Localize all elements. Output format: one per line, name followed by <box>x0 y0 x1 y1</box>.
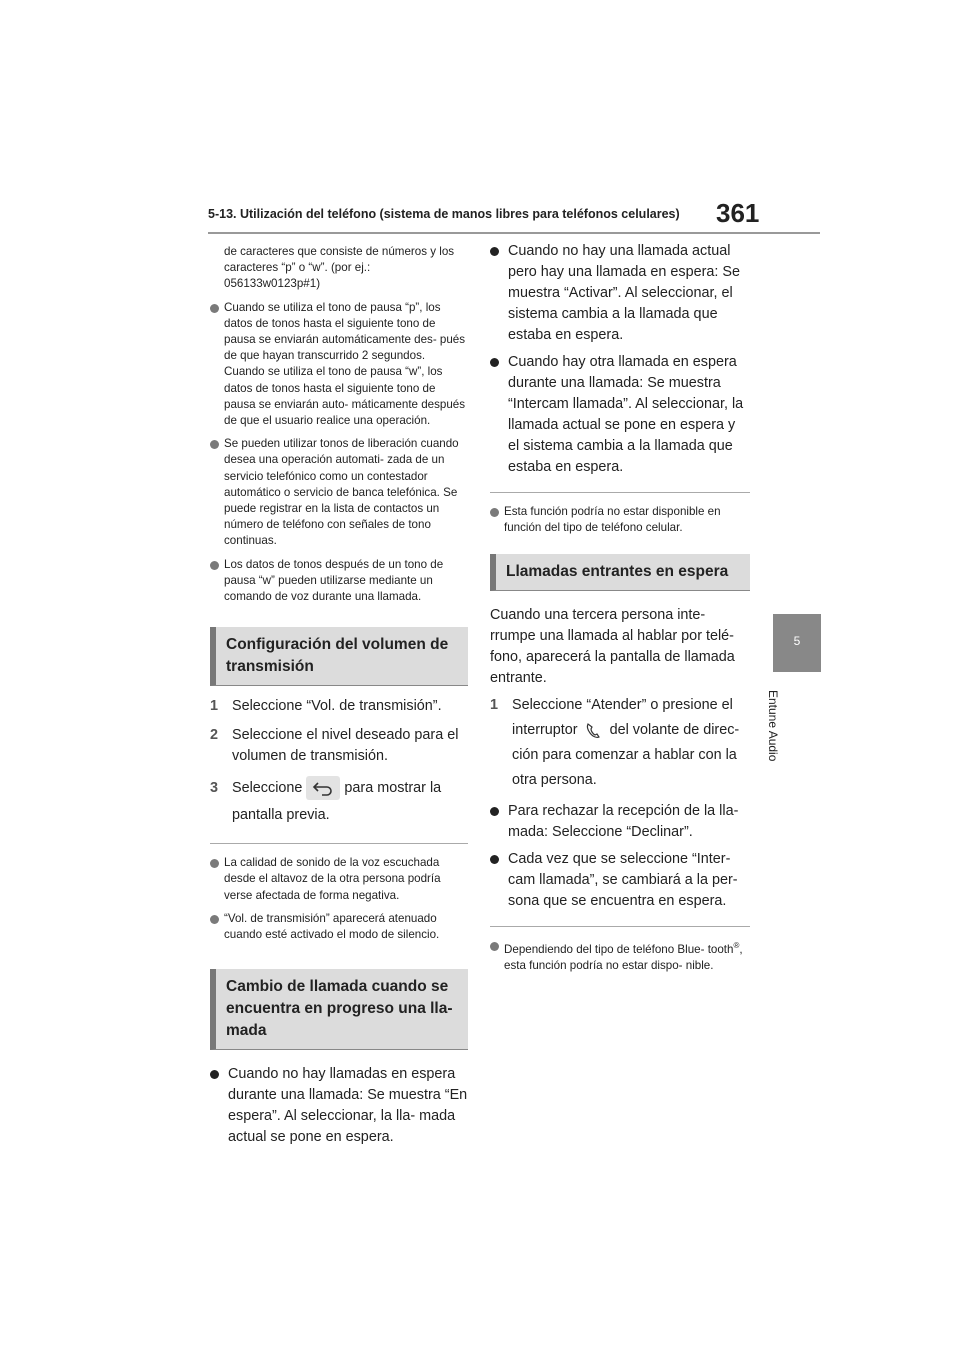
note-item <box>210 911 468 943</box>
bullet-item <box>210 1064 468 1148</box>
note-item <box>490 504 750 536</box>
header-rule <box>208 232 820 234</box>
bullet-dot-icon <box>490 508 499 517</box>
bullet-text: Cada vez que se seleccione “Inter- cam llamada”, se cambiará a la per- sona que se encuentra en espera. <box>508 851 738 910</box>
header-title: 5-13. Utilización del teléfono (sistema de manos libres para teléfonos celulares) <box>208 207 680 221</box>
bullet-dot-icon <box>490 358 499 367</box>
section-heading-call-switch: Cambio de llamada cuando se encuentra en progreso una lla- mada <box>210 969 468 1050</box>
paragraph: Cuando una tercera persona inte- rrumpe una llamada al hablar por telé- fono, aparecerá la pantalla de llamada entrante. <box>490 607 735 687</box>
note-item <box>210 557 468 606</box>
step-text: para mostrar la pantalla previa. <box>232 780 442 824</box>
bullet-item <box>490 241 750 346</box>
note-text: Se pueden utilizar tonos de liberación cuando desea una operación automati- zada de un servicio telefónico como un contestador automático o servicio de banca telefónica. Se puede registrar en la lista de contactos un número de teléfono con señales de tono continuas. <box>224 437 459 548</box>
note-text: Esta función podría no estar disponible en función del tipo de teléfono celular. <box>504 505 721 535</box>
step-number: 2 <box>210 727 219 744</box>
step-text: del volante de direc- ción para comenzar a hablar con la otra persona. <box>512 722 740 789</box>
bullet-dot-icon <box>210 1070 219 1079</box>
step-text: Seleccione “Atender” o presione el interruptor <box>512 697 733 739</box>
step-item <box>490 693 750 793</box>
back-button-icon <box>306 776 340 800</box>
note-availability <box>490 492 750 536</box>
bullet-text: Para rechazar la recepción de la lla- mada: Seleccione “Declinar”. <box>508 803 739 841</box>
right-column <box>490 241 750 982</box>
bullets-waiting <box>490 241 750 478</box>
chapter-tab-number: 5 <box>793 634 801 648</box>
bullet-dot-icon <box>490 807 499 816</box>
note-text: Dependiendo del tipo de teléfono Blue- tooth <box>504 943 734 957</box>
chapter-label <box>766 690 792 770</box>
section-heading-incoming: Llamadas entrantes en espera <box>490 554 750 591</box>
bullet-item <box>490 849 750 912</box>
incoming-content <box>490 605 750 912</box>
bullet-dot-icon <box>210 304 219 313</box>
step-item <box>210 725 468 767</box>
bullet-dot-icon <box>490 942 499 951</box>
step-text: Seleccione <box>232 780 303 797</box>
notes-volume <box>210 843 468 943</box>
step-item <box>210 775 468 829</box>
bullet-item <box>490 801 750 843</box>
bullet-dot-icon <box>210 561 219 570</box>
step-text: Seleccione el nivel deseado para el volumen de transmisión. <box>232 727 459 765</box>
note-item <box>210 855 468 904</box>
bullet-dot-icon <box>490 247 499 256</box>
bullet-text: Cuando no hay llamadas en espera durante una llamada: Se muestra “En espera”. Al seleccionar, la lla- mada actual se pone en espera. <box>228 1066 468 1146</box>
note-text: “Vol. de transmisión” aparecerá atenuado cuando esté activado el modo de silencio. <box>224 911 440 942</box>
intro-note: de caracteres que consiste de números y los caracteres “p” o “w”. (por ej.: 056133w0123p#1) <box>224 245 455 291</box>
bullet-text: Cuando hay otra llamada en espera durante una llamada: Se muestra “Intercam llamada”. Al seleccionar, la llamada actual se pone en espera y el sistema cambia a la llamada que estaba en espera. <box>508 354 744 475</box>
note-item <box>210 300 468 430</box>
note-bluetooth <box>490 926 750 974</box>
chapter-label-text: Entune Audio <box>766 690 780 762</box>
phone-icon <box>584 722 604 740</box>
section-heading-volume: Configuración del volumen de transmisión <box>210 627 468 686</box>
bullet-dot-icon <box>490 855 499 864</box>
note-text: Cuando se utiliza el tono de pausa “p”, los datos de tonos hasta el siguiente tono de pausa se enviarán automáticamente des- pués de que hayan transcurrido 2 segundos. Cuando se utiliza el tono de pausa “w”, los datos de tonos hasta el siguiente tono de pausa se enviarán auto- máticamente después de que el usuario realice una operación. <box>224 300 466 428</box>
bullets-call-switch <box>210 1064 468 1148</box>
bullet-dot-icon <box>210 859 219 868</box>
registered-mark: ® <box>733 941 740 951</box>
step-text: Seleccione “Vol. de transmisión”. <box>232 698 442 715</box>
note-item <box>210 436 468 549</box>
step-item <box>210 696 468 717</box>
bullet-dot-icon <box>210 440 219 449</box>
note-item <box>490 938 750 974</box>
note-text: La calidad de sonido de la voz escuchada desde el altavoz de la otra persona podría verse afectada de forma negativa. <box>224 856 441 902</box>
step-number: 3 <box>210 780 219 797</box>
bullet-text: Cuando no hay una llamada actual pero hay una llamada en espera: Se muestra “Activar”. Al seleccionar, el sistema cambia a la llamada que estaba en espera. <box>508 243 741 343</box>
left-column <box>210 244 468 1154</box>
steps-list <box>210 696 468 829</box>
page-number: 361 <box>716 198 760 228</box>
bullet-item <box>490 352 750 478</box>
step-number: 1 <box>210 698 219 715</box>
chapter-tab <box>773 614 821 672</box>
note-text: , esta función podría no estar dispo- nible. <box>504 943 743 973</box>
bullet-dot-icon <box>210 915 219 924</box>
step-number: 1 <box>490 697 499 714</box>
note-text: Los datos de tonos después de un tono de pausa “w” pueden utilizarse mediante un comando de voz durante una llamada. <box>224 557 444 604</box>
